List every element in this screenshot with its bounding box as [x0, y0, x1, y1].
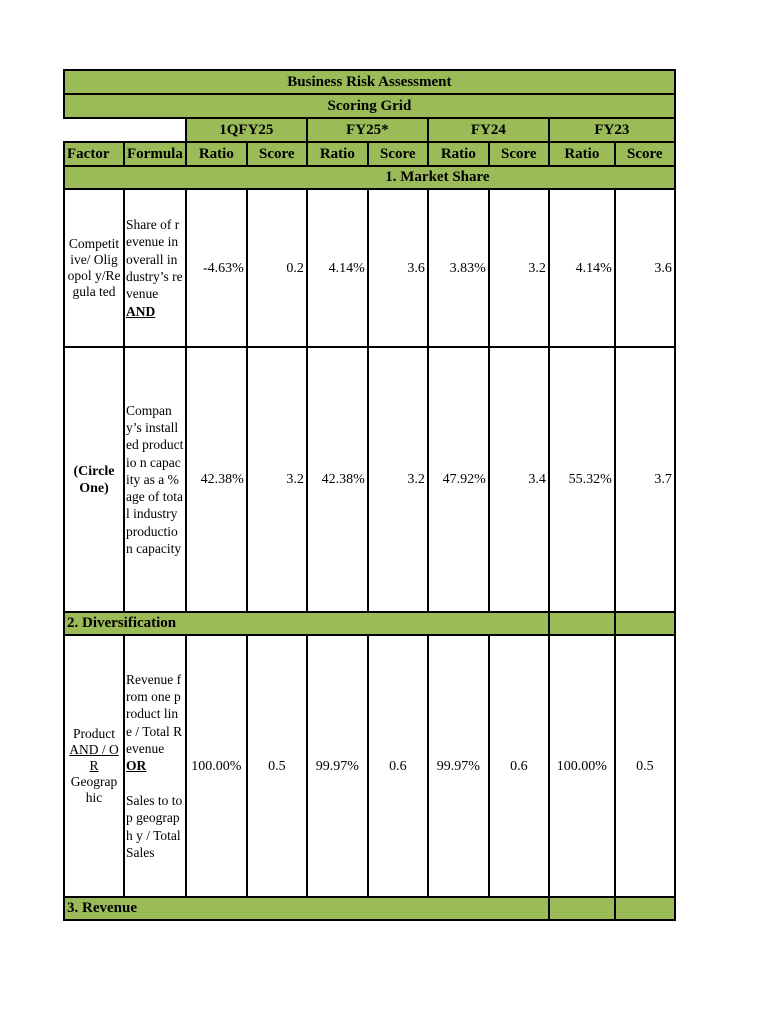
col-header-score: Score: [489, 142, 549, 166]
ratio-cell: 3.83%: [428, 189, 489, 347]
ratio-cell: 42.38%: [307, 347, 368, 612]
ratio-cell: -4.63%: [186, 189, 247, 347]
factor-text: Geograp hic: [70, 774, 118, 805]
score-cell: 3.4: [489, 347, 549, 612]
col-header-ratio: Ratio: [428, 142, 489, 166]
col-header-score: Score: [368, 142, 428, 166]
table-row: [64, 635, 675, 897]
ratio-cell: 47.92%: [428, 347, 489, 612]
score-cell: 0.6: [368, 635, 428, 897]
score-cell: 3.2: [489, 189, 549, 347]
col-header-factor: Factor: [64, 142, 124, 166]
factor-cell: [64, 635, 124, 897]
business-risk-table: [63, 69, 676, 921]
ratio-cell: 42.38%: [186, 347, 247, 612]
section-spacer: [549, 612, 615, 635]
ratio-cell: 55.32%: [549, 347, 615, 612]
ratio-cell: 100.00%: [186, 635, 247, 897]
period-header-1qfy25: 1QFY25: [186, 118, 307, 142]
score-cell: 0.5: [247, 635, 307, 897]
period-header-fy24: FY24: [428, 118, 549, 142]
period-header-fy25: FY25*: [307, 118, 428, 142]
score-cell: 3.7: [615, 347, 675, 612]
col-header-formula: Formula: [124, 142, 186, 166]
section-spacer: [549, 897, 615, 920]
formula-text: Revenue from one product line / Total Revenue: [126, 671, 183, 757]
factor-conjunction: AND / OR: [69, 742, 119, 773]
score-cell: 0.6: [489, 635, 549, 897]
period-header-fy23: FY23: [549, 118, 675, 142]
ratio-cell: 4.14%: [307, 189, 368, 347]
score-cell: 3.2: [247, 347, 307, 612]
section-title-revenue: 3. Revenue: [64, 897, 549, 920]
section-title-market-share: 1. Market Share: [64, 166, 675, 189]
score-cell: 3.2: [368, 347, 428, 612]
section-spacer: [615, 897, 675, 920]
ratio-cell: 100.00%: [549, 635, 615, 897]
col-header-score: Score: [247, 142, 307, 166]
formula-cell: [124, 635, 186, 897]
table-title: Business Risk Assessment: [64, 70, 675, 94]
factor-cell: Competit ive/ Oligopol y/Regula ted: [64, 189, 124, 347]
ratio-cell: 4.14%: [549, 189, 615, 347]
formula-conjunction: OR: [126, 758, 147, 774]
col-header-ratio: Ratio: [307, 142, 368, 166]
col-header-score: Score: [615, 142, 675, 166]
period-header-blank: [64, 118, 186, 142]
score-cell: 0.2: [247, 189, 307, 347]
score-cell: 0.5: [615, 635, 675, 897]
table-row: [64, 347, 675, 612]
section-title-diversification: 2. Diversification: [64, 612, 549, 635]
factor-cell: (Circle One): [64, 347, 124, 612]
table-subtitle: Scoring Grid: [64, 94, 675, 118]
formula-text: Share of revenue in overall industry’s revenue: [126, 217, 183, 302]
table-row: [64, 189, 675, 347]
formula-cell: Compan y’s installed productio n capacity as a %age of total industry productio n capacity: [124, 347, 186, 612]
formula-cell: [124, 189, 186, 347]
formula-conjunction: AND: [126, 303, 156, 319]
section-spacer: [615, 612, 675, 635]
formula-text: Sales to top geograph y / Total Sales: [126, 792, 183, 860]
ratio-cell: 99.97%: [307, 635, 368, 897]
col-header-ratio: Ratio: [549, 142, 615, 166]
ratio-cell: 99.97%: [428, 635, 489, 897]
col-header-ratio: Ratio: [186, 142, 247, 166]
factor-text: Product: [73, 726, 115, 741]
score-cell: 3.6: [615, 189, 675, 347]
score-cell: 3.6: [368, 189, 428, 347]
